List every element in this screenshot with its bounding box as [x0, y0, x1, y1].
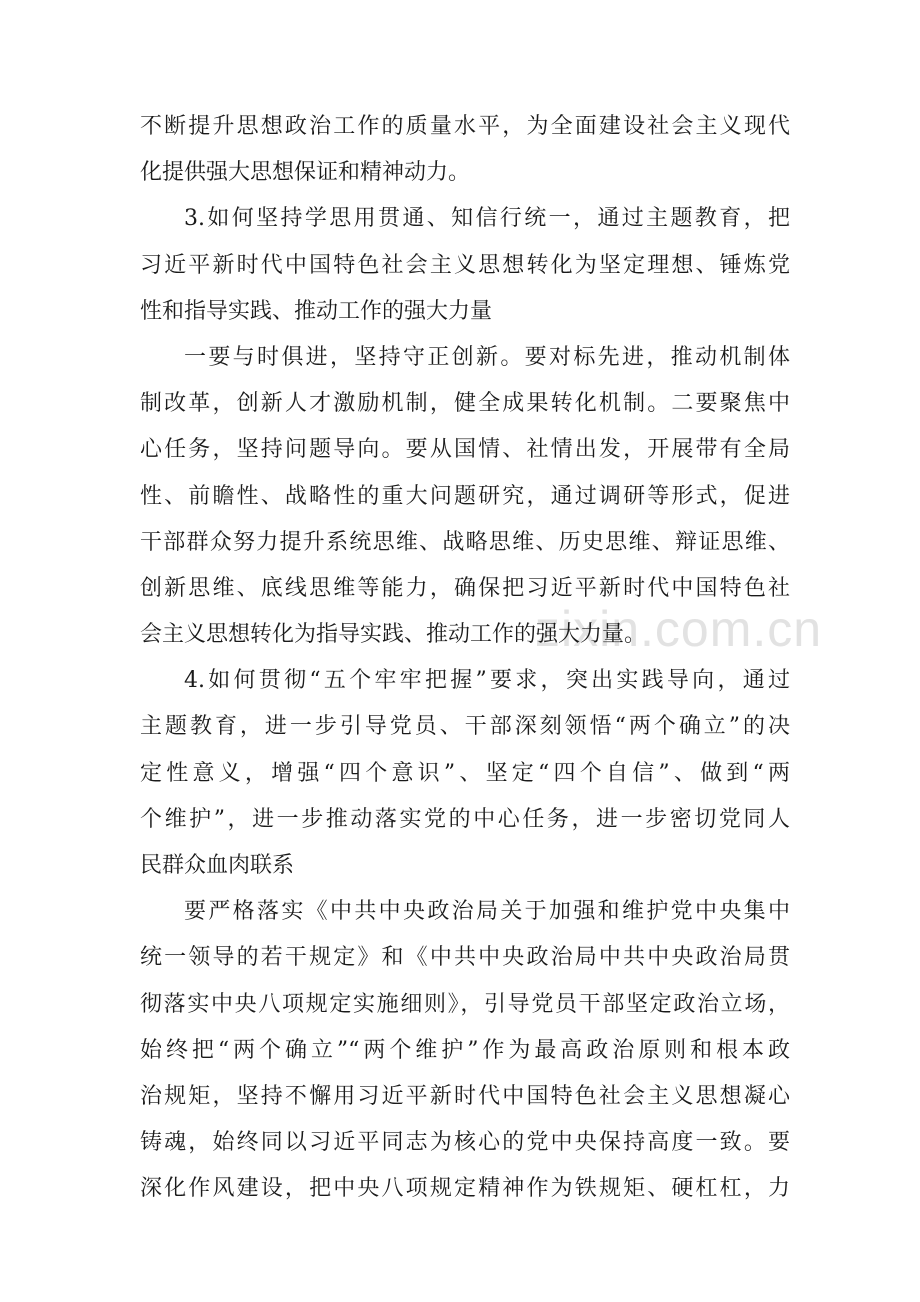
text-line: 铸魂，始终同以习近平同志为核心的党中央保持高度一致。要 [140, 1130, 790, 1156]
text-line: 会主义思想转化为指导实践、推动工作的强大力量。 [140, 622, 647, 648]
question-heading-line: 主题教育，进一步引导党员、干部深刻领悟“两个确立”的决 [140, 714, 790, 740]
question-heading-line: 个维护”，进一步推动落实党的中心任务，进一步密切党同人 [140, 806, 790, 832]
question-heading-line: 习近平新时代中国特色社会主义思想转化为坚定理想、锤炼党 [140, 252, 790, 278]
text-line: 制改革，创新人才激励机制，健全成果转化机制。二要聚焦中 [140, 391, 790, 417]
question-heading-line: 定性意义，增强“四个意识”、坚定“四个自信”、做到“两 [140, 760, 790, 786]
text-line: 性、前瞻性、战略性的重大问题研究，通过调研等形式，促进 [140, 483, 790, 509]
text-line: 干部群众努力提升系统思维、战略思维、历史思维、辩证思维、 [140, 529, 790, 555]
text-line: 创新思维、底线思维等能力，确保把习近平新时代中国特色社 [140, 575, 790, 601]
text-line: 心任务，坚持问题导向。要从国情、社情出发，开展带有全局 [140, 437, 790, 463]
question-heading-line: 性和指导实践、推动工作的强大力量 [140, 298, 493, 324]
text-line: 要严格落实《中共中央政治局关于加强和维护党中央集中 [184, 899, 790, 925]
text-line: 化提供强大思想保证和精神动力。 [140, 160, 471, 186]
text-line: 始终把“两个确立”“两个维护”作为最高政治原则和根本政 [140, 1037, 790, 1063]
question-heading-line: 3.如何坚持学思用贯通、知信行统一，通过主题教育，把 [184, 206, 790, 232]
text-line: 治规矩，坚持不懈用习近平新时代中国特色社会主义思想凝心 [140, 1083, 790, 1109]
text-line: 彻落实中央八项规定实施细则》，引导党员干部坚定政治立场， [140, 991, 790, 1017]
watermark: zixin.com.cn [535, 601, 823, 657]
text-line: 深化作风建设，把中央八项规定精神作为铁规矩、硬杠杠，力 [140, 1176, 790, 1202]
text-line: 不断提升思想政治工作的质量水平，为全面建设社会主义现代 [140, 114, 790, 139]
question-heading-line: 4.如何贯彻“五个牢牢把握”要求，突出实践导向，通过 [184, 668, 790, 694]
question-heading-line: 民群众血肉联系 [140, 853, 295, 878]
text-line: 统一领导的若干规定》和《中共中央政治局中共中央政治局贯 [140, 945, 790, 971]
text-line: 一要与时俱进，坚持守正创新。要对标先进，推动机制体 [184, 344, 790, 370]
document-body [140, 104, 790, 1213]
